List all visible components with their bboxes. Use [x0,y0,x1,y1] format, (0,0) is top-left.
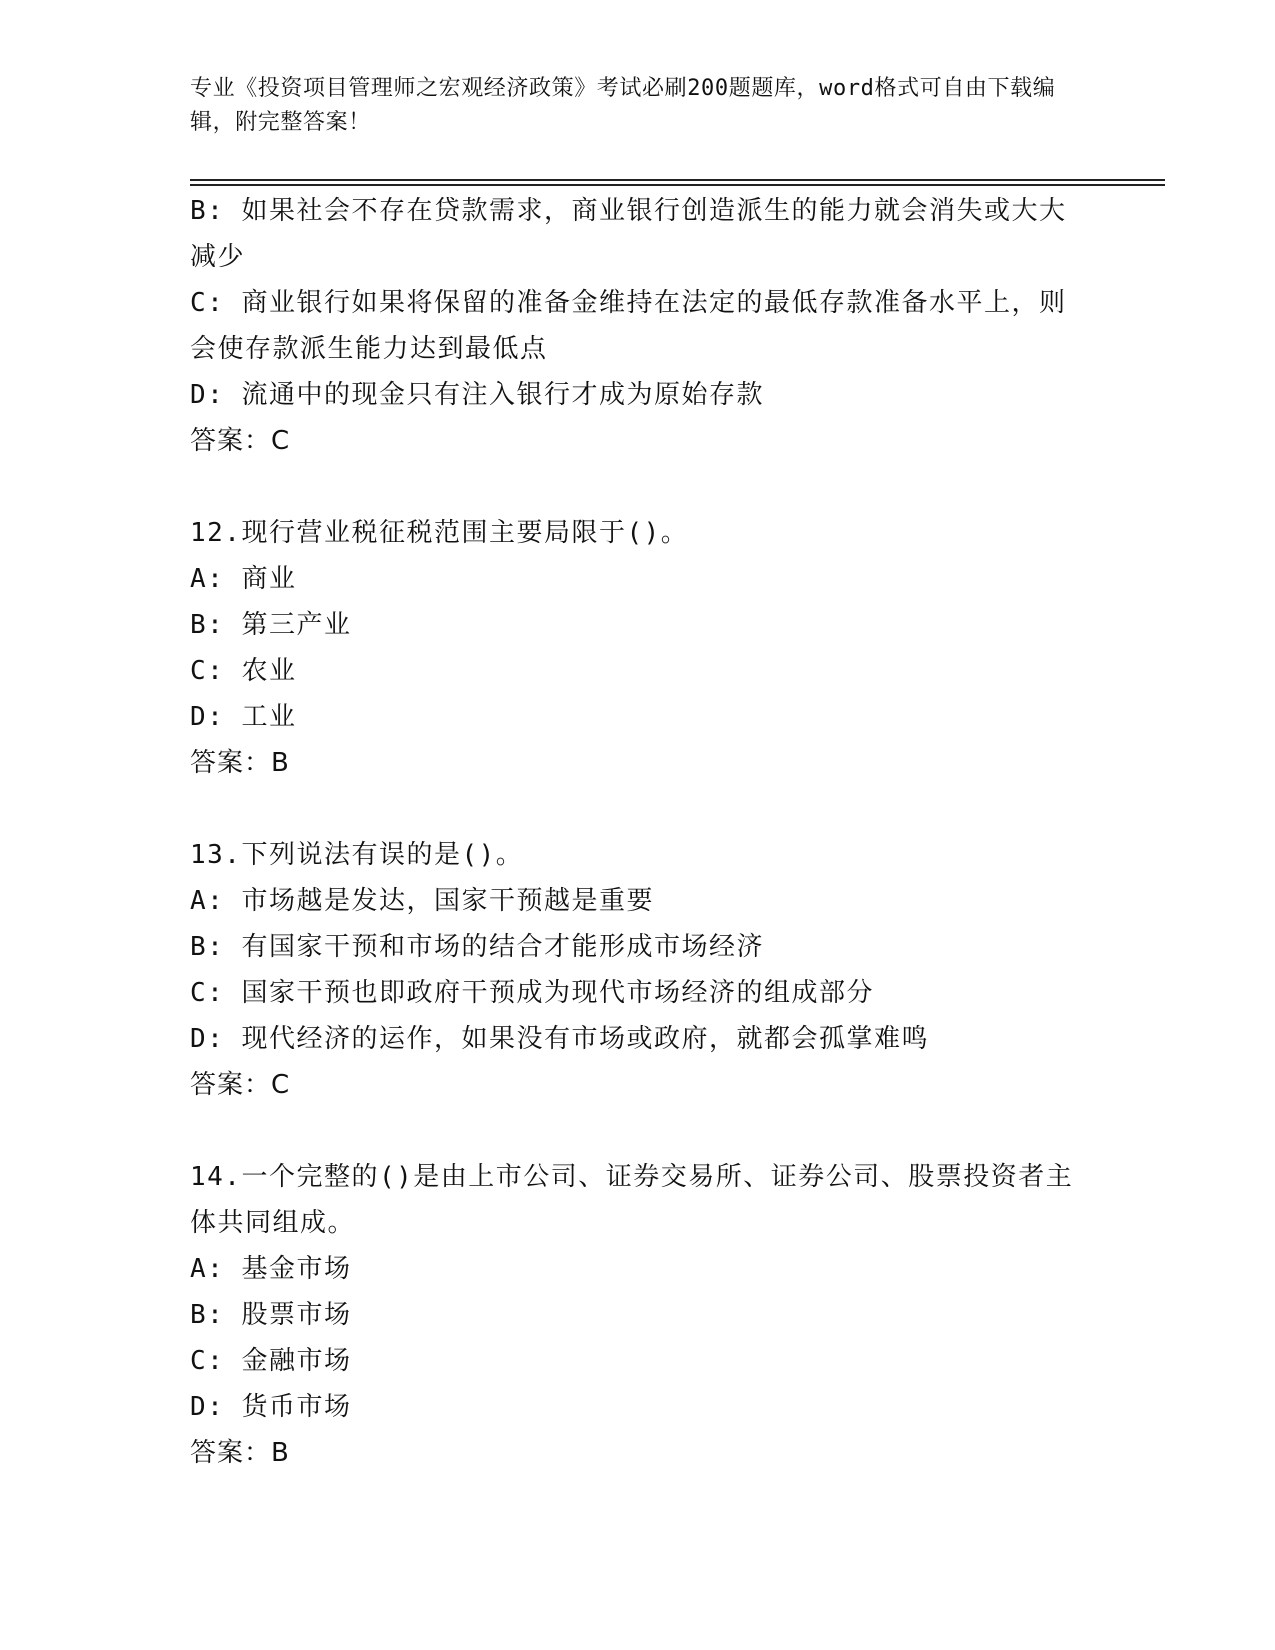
question-stem: 12.现行营业税征税范围主要局限于()。 [190,518,689,548]
option-b: B: 有国家干预和市场的结合才能形成市场经济 [190,932,764,962]
answer: 答案：C [190,1070,291,1100]
answer: 答案：B [190,1438,290,1468]
continued-question [190,188,1090,464]
option-c: C: 商业银行如果将保留的准备金维持在法定的最低存款准备水平上，则会使存款派生能力达到最低点 [190,288,1067,364]
option-a: A: 商业 [190,564,297,594]
question-12 [190,510,1090,786]
question-stem: 14.一个完整的()是由上市公司、证券交易所、证券公司、股票投资者主体共同组成。 [190,1162,1074,1238]
header-rule-top [190,179,1165,181]
option-c: C: 国家干预也即政府干预成为现代市场经济的组成部分 [190,978,874,1008]
answer: 答案：B [190,748,290,778]
answer: 答案：C [190,426,291,456]
option-b: B: 第三产业 [190,610,352,640]
option-c: C: 金融市场 [190,1346,352,1376]
option-d: D: 现代经济的运作，如果没有市场或政府，就都会孤掌难鸣 [190,1024,929,1054]
option-a: A: 市场越是发达，国家干预越是重要 [190,886,654,916]
question-13 [190,832,1090,1108]
option-d: D: 工业 [190,702,297,732]
option-b: B: 股票市场 [190,1300,352,1330]
option-d: D: 流通中的现金只有注入银行才成为原始存款 [190,380,764,410]
question-list [190,188,1090,1522]
option-c: C: 农业 [190,656,297,686]
header-rule-bottom [190,184,1165,186]
option-b: B: 如果社会不存在贷款需求，商业银行创造派生的能力就会消失或大大减少 [190,196,1067,272]
option-d: D: 货币市场 [190,1392,352,1422]
question-stem: 13.下列说法有误的是()。 [190,840,524,870]
option-a: A: 基金市场 [190,1254,352,1284]
document-header: 专业《投资项目管理师之宏观经济政策》考试必刷200题题库，word格式可自由下载编辑，附完整答案！ [190,76,1056,135]
question-14 [190,1154,1090,1476]
